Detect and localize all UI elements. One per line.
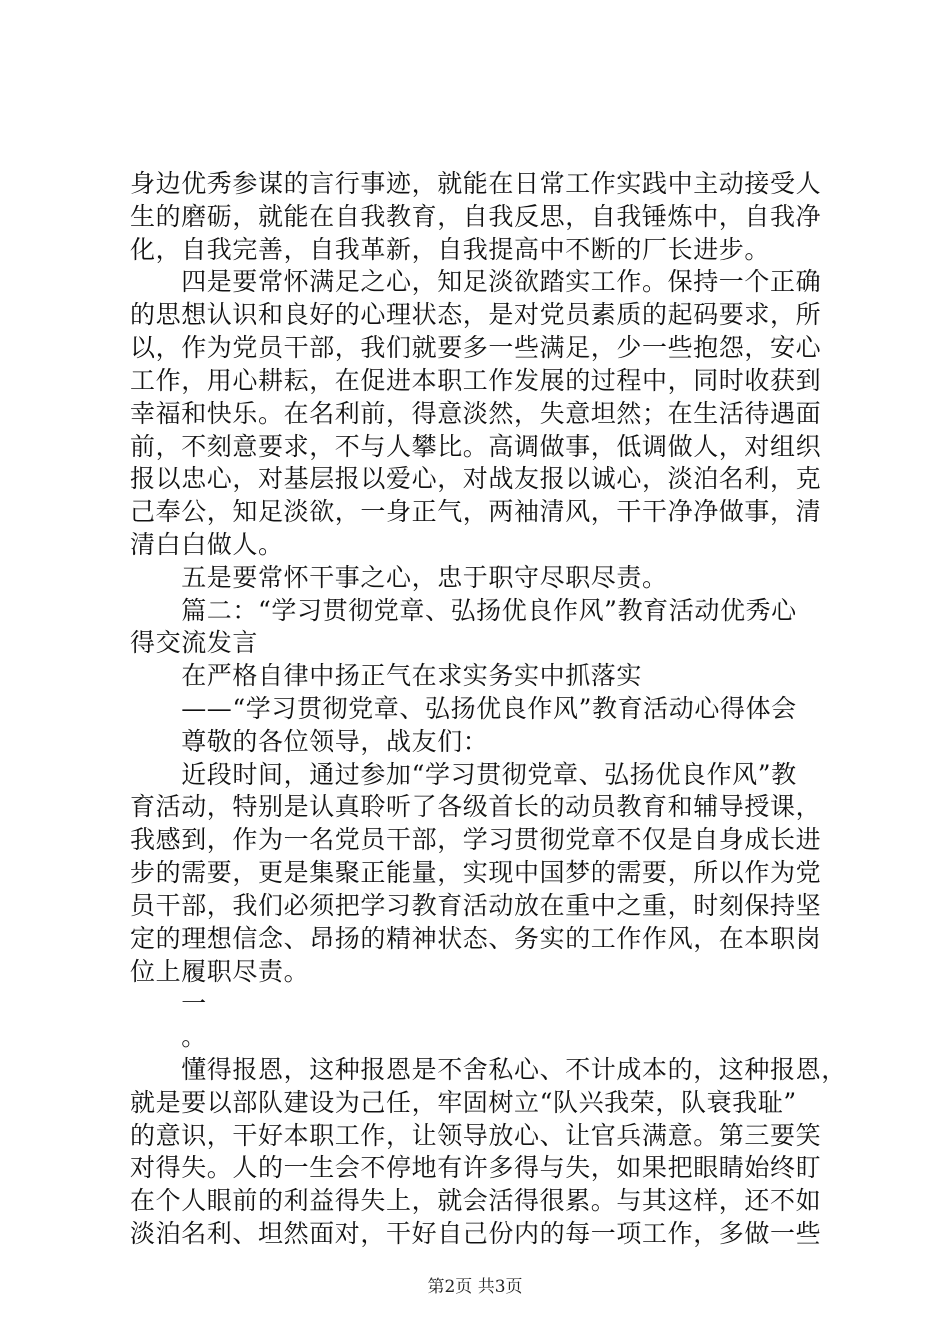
text-line: 工作，用心耕耘，在促进本职工作发展的过程中，同时收获到: [130, 366, 822, 395]
text-line: 在个人眼前的利益得失上，就会活得很累。与其这样，还不如: [130, 1186, 822, 1215]
text-line: 己奉公，知足淡欲，一身正气，两袖清风，干干净净做事，清: [130, 497, 822, 526]
text-line: 近段时间，通过参加“学习贯彻党章、弘扬优良作风”教: [130, 760, 797, 789]
text-line: 尊敬的各位领导，战友们：: [130, 727, 489, 756]
text-line: 篇二：“学习贯彻党章、弘扬优良作风”教育活动优秀心: [130, 596, 797, 625]
text-line: 位上履职尽责。: [130, 957, 310, 986]
text-line: 以，作为党员干部，我们就要多一些满足，少一些抱怨，安心: [130, 333, 822, 362]
text-line: 定的理想信念、昂扬的精神状态、务实的工作作风，在本职岗: [130, 924, 822, 953]
text-line: 员干部，我们必须把学习教育活动放在重中之重，时刻保持坚: [130, 891, 822, 920]
text-line: 懂得报恩，这种报恩是不舍私心、不计成本的，这种报恩，: [130, 1055, 847, 1084]
text-line: 得交流发言: [130, 628, 259, 657]
text-line: 的思想认识和良好的心理状态，是对党员素质的起码要求，所: [130, 300, 822, 329]
text-line: 在严格自律中扬正气在求实务实中抓落实: [130, 661, 643, 690]
text-line: 四是要常怀满足之心，知足淡欲踏实工作。保持一个正确: [130, 267, 822, 296]
text-line: 我感到，作为一名党员干部，学习贯彻党章不仅是自身成长进: [130, 825, 822, 854]
text-line: 幸福和快乐。在名利前，得意淡然，失意坦然；在生活待遇面: [130, 399, 822, 428]
text-line: 五是要常怀干事之心，忠于职守尽职尽责。: [130, 563, 668, 592]
text-line: 步的需要，更是集聚正能量，实现中国梦的需要，所以作为党: [130, 858, 822, 887]
text-line: 身边优秀参谋的言行事迹，就能在日常工作实践中主动接受人: [130, 169, 822, 198]
text-line: 报以忠心，对基层报以爱心，对战友报以诚心，淡泊名利，克: [130, 464, 822, 493]
text-line: ——“学习贯彻党章、弘扬优良作风”教育活动心得体会: [130, 694, 797, 723]
text-line: 对得失。人的一生会不停地有许多得与失，如果把眼睛始终盯: [130, 1153, 822, 1182]
text-line: 就是要以部队建设为己任，牢固树立“队兴我荣，队衰我耻”: [130, 1088, 797, 1117]
text-line: 清白白做人。: [130, 530, 284, 559]
text-line: 一: [130, 989, 207, 1018]
text-line: 化，自我完善，自我革新，自我提高中不断的厂长进步。: [130, 235, 771, 264]
page-footer: 第2页 共3页: [427, 1277, 523, 1297]
text-line: 生的磨砺，就能在自我教育，自我反思，自我锤炼中，自我净: [130, 202, 822, 231]
text-line: 育活动，特别是认真聆听了各级首长的动员教育和辅导授课，: [130, 792, 822, 821]
text-line: 前，不刻意要求，不与人攀比。高调做事，低调做人，对组织: [130, 432, 822, 461]
text-line: 淡泊名利、坦然面对，干好自己份内的每一项工作，多做一些: [130, 1219, 822, 1248]
text-line: 。: [130, 1022, 207, 1051]
text-line: 的意识，干好本职工作，让领导放心、让官兵满意。第三要笑: [130, 1121, 822, 1150]
